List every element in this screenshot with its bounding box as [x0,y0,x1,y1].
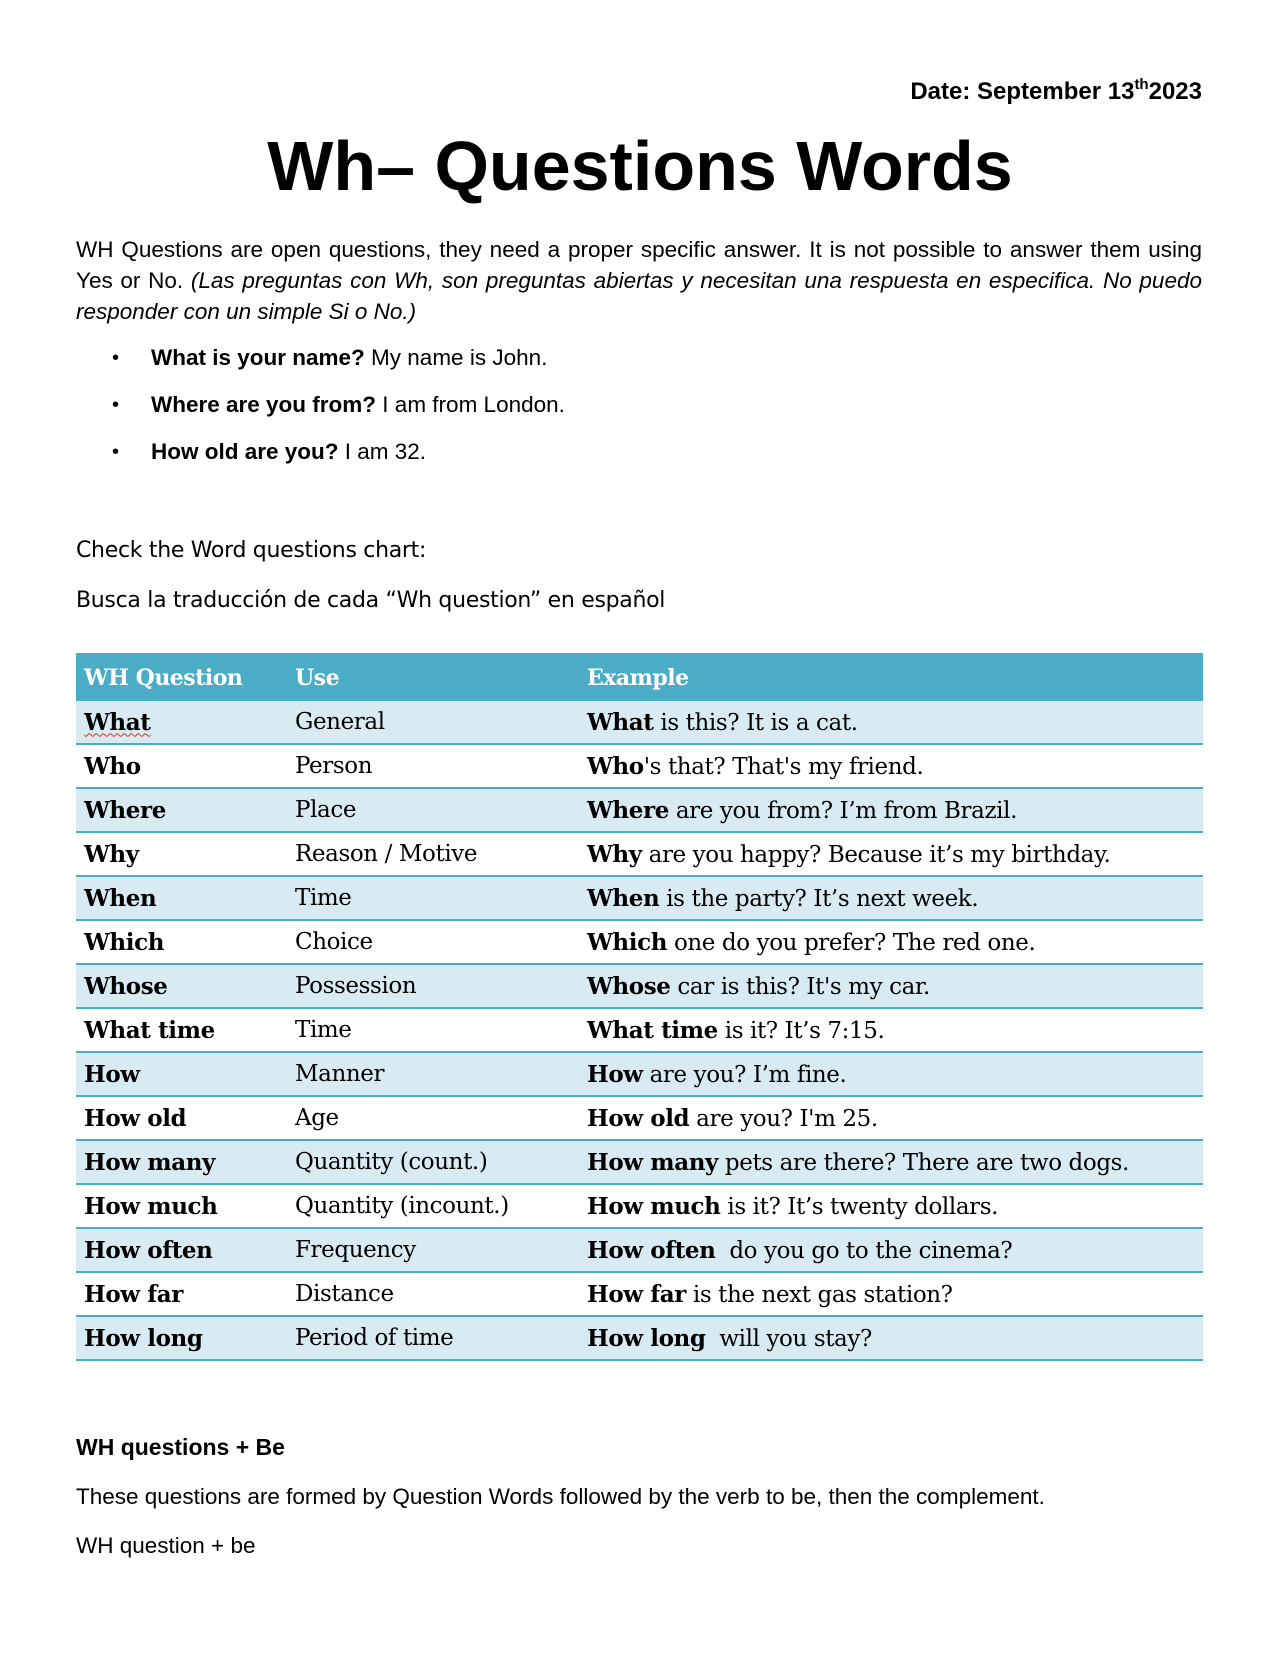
example-keyword: Which [587,928,668,956]
example-cell [579,1140,1203,1184]
wh-word: How long [84,1324,203,1352]
wh-word-cell [76,701,287,744]
table-row [76,1008,1203,1052]
table-row [76,964,1203,1008]
table-row [76,832,1203,876]
use-cell: Period of time [287,1316,579,1360]
example-cell [579,1008,1203,1052]
example-rest: car is this? It's my car. [670,973,930,1000]
wh-word-cell [76,1008,287,1052]
use-cell: Choice [287,920,579,964]
wh-word: How [84,1060,140,1088]
table-row [76,744,1203,788]
wh-word: How old [84,1104,187,1132]
example-rest: do you go to the cinema? [715,1237,1013,1264]
example-keyword: What [587,708,654,736]
use-cell: Place [287,788,579,832]
example-question: What is your name? [151,345,365,370]
date-line [910,76,1202,106]
example-answer: I am from London. [376,392,565,417]
bullet-icon: • [112,394,120,416]
use-cell: Age [287,1096,579,1140]
section-body: These questions are formed by Question Words followed by the verb to be, then the complement. [76,1484,1045,1509]
example-cell [579,920,1203,964]
header-use: Use [287,654,579,701]
wh-word: Which [84,928,165,956]
page-title: Wh– Questions Words [267,127,1013,205]
example-cell [579,1228,1203,1272]
use-cell: Person [287,744,579,788]
example-rest: is it? It’s twenty dollars. [720,1193,999,1220]
example-rest: is the next gas station? [686,1281,953,1308]
example-cell [579,1316,1203,1360]
example-keyword: How old [587,1104,690,1132]
example-rest: one do you prefer? The red one. [667,929,1036,956]
use-cell: Reason / Motive [287,832,579,876]
example-keyword: How far [587,1280,686,1308]
table-row [76,1272,1203,1316]
wh-word-cell [76,744,287,788]
example-keyword: How many [587,1148,719,1176]
example-rest: is this? It is a cat. [653,709,858,736]
example-answer: My name is John. [364,345,548,370]
example-question: Where are you from? [151,392,377,417]
use-cell: Quantity (incount.) [287,1184,579,1228]
wh-word-cell [76,1184,287,1228]
example-keyword: How much [587,1192,721,1220]
example-cell [579,832,1203,876]
example-cell [579,964,1203,1008]
example-rest: are you? I’m fine. [642,1061,847,1088]
section-formula: WH question + be [76,1533,256,1558]
example-rest: 's that? That's my friend. [643,753,924,780]
example-rest: will you stay? [705,1325,872,1352]
table-row [76,920,1203,964]
date-ordinal: th [1134,76,1149,93]
use-cell: Time [287,876,579,920]
table-row [76,1228,1203,1272]
wh-word-cell [76,788,287,832]
use-cell: Possession [287,964,579,1008]
example-rest: is the party? It’s next week. [659,885,979,912]
wh-word: How many [84,1148,216,1176]
example-keyword: How often [587,1236,716,1264]
use-cell: Time [287,1008,579,1052]
bullet-icon: • [112,441,120,463]
example-list [76,344,565,485]
table-row [76,1096,1203,1140]
example-keyword: How [587,1060,643,1088]
example-rest: is it? It’s 7:15. [717,1017,885,1044]
wh-word-cell [76,1140,287,1184]
table-row [76,701,1203,744]
example-keyword: Who [587,752,644,780]
wh-word-cell [76,1228,287,1272]
wh-word: Whose [84,972,168,1000]
example-cell [579,1096,1203,1140]
intro-translation: (Las preguntas con Wh, son preguntas abiertas y necesitan una respuesta en especifica. No puedo responder con un simple Si o No.) [76,268,1202,324]
wh-word-cell [76,1316,287,1360]
use-cell: Frequency [287,1228,579,1272]
example-question: How old are you? [151,439,339,464]
example-cell [579,876,1203,920]
bullet-icon: • [112,347,120,369]
intro-text: WH Questions are open questions, they need a proper specific answer. It is not possible to answer them using Yes or No. [76,237,1202,293]
wh-word: What time [84,1016,215,1044]
example-cell [579,1052,1203,1096]
example-keyword: When [587,884,660,912]
date-text: Date: September 13 [910,78,1135,105]
wh-word: Where [84,796,166,824]
example-keyword: How long [587,1324,706,1352]
intro-paragraph [76,234,1202,327]
example-cell [579,1184,1203,1228]
wh-questions-table [76,653,1203,1361]
date-year: 2023 [1148,78,1202,105]
header-example: Example [579,654,1203,701]
wh-word: How far [84,1280,183,1308]
example-cell [579,788,1203,832]
example-cell [579,701,1203,744]
use-cell: Manner [287,1052,579,1096]
table-row [76,1184,1203,1228]
example-rest: are you from? I’m from Brazil. [668,797,1017,824]
wh-word: Why [84,840,139,868]
wh-word: How much [84,1192,218,1220]
wh-word-cell [76,920,287,964]
use-cell: Distance [287,1272,579,1316]
section-title: WH questions + Be [76,1434,285,1460]
wh-word-cell [76,1096,287,1140]
example-keyword: Why [587,840,642,868]
example-cell [579,744,1203,788]
wh-word: Who [84,752,141,780]
wh-word: When [84,884,157,912]
table-row [76,788,1203,832]
header-wh-question: WH Question [76,654,287,701]
wh-word-cell [76,876,287,920]
example-item [76,391,565,438]
wh-word: What [84,708,151,736]
example-rest: are you? I'm 25. [689,1105,878,1132]
wh-word: How often [84,1236,213,1264]
example-item [76,438,565,485]
wh-word-cell [76,832,287,876]
example-answer: I am 32. [338,439,427,464]
example-rest: pets are there? There are two dogs. [718,1149,1129,1176]
example-item [76,344,565,391]
wh-word-cell [76,1052,287,1096]
example-rest: are you happy? Because it’s my birthday. [641,841,1111,868]
table-row [76,1052,1203,1096]
table-row [76,1316,1203,1360]
wh-word-cell [76,1272,287,1316]
table-row [76,1140,1203,1184]
example-keyword: What time [587,1016,718,1044]
table-row [76,876,1203,920]
example-keyword: Whose [587,972,671,1000]
use-cell: Quantity (count.) [287,1140,579,1184]
use-cell: General [287,701,579,744]
example-keyword: Where [587,796,669,824]
wh-word-cell [76,964,287,1008]
example-cell [579,1272,1203,1316]
chart-instruction: Check the Word questions chart: [76,538,427,563]
table-header-row [76,654,1203,701]
translation-instruction: Busca la traducción de cada “Wh question” en español [76,588,666,613]
